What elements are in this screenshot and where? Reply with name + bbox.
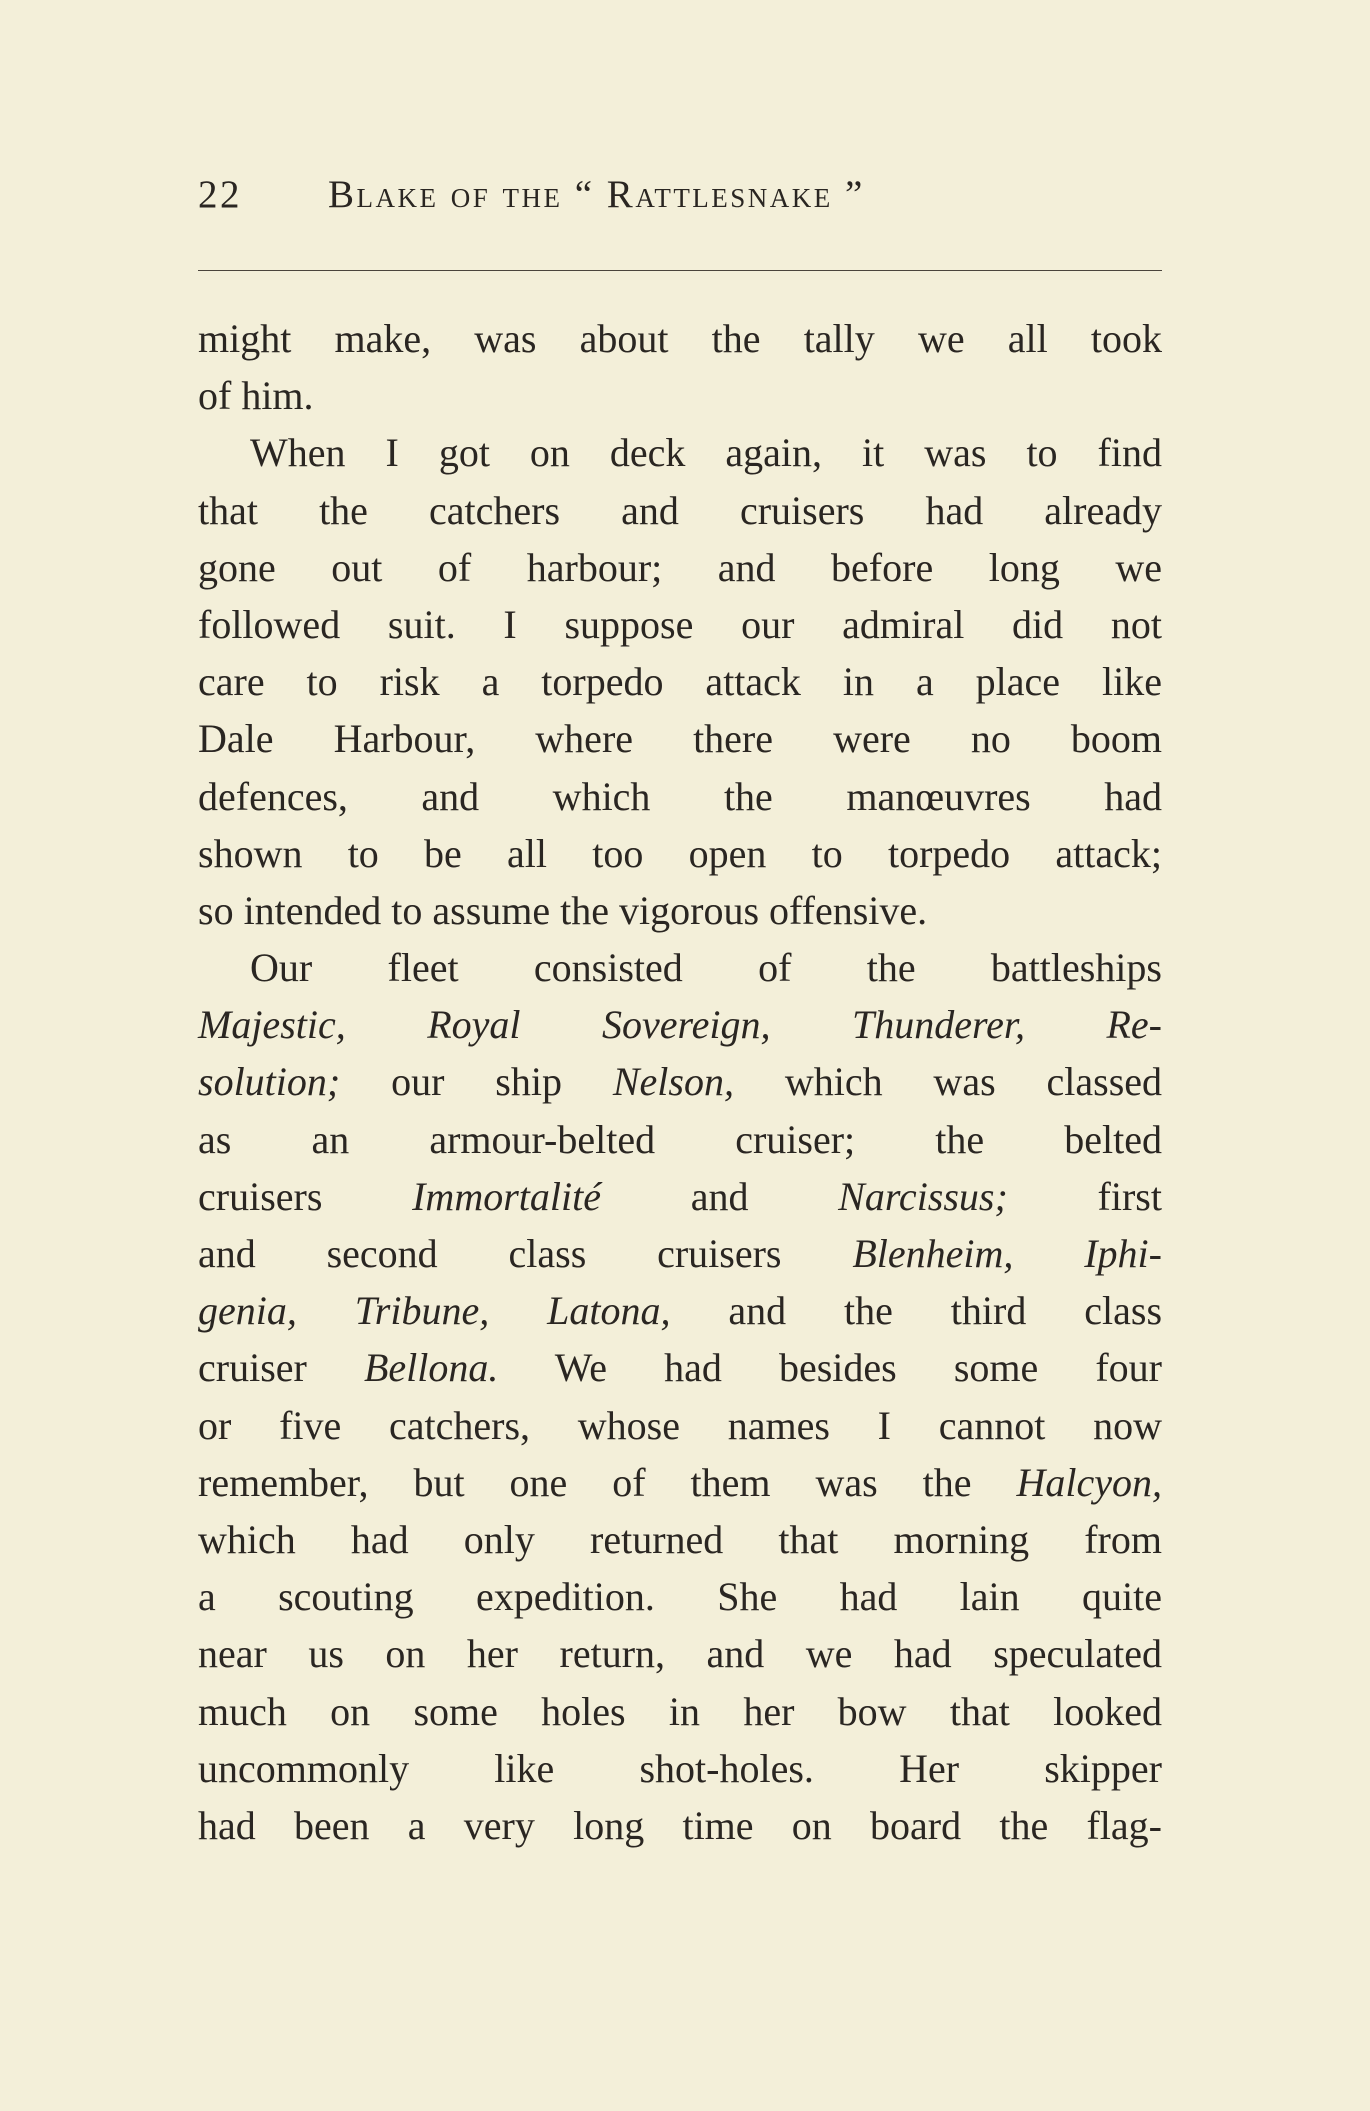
text-line	[198, 1339, 1162, 1396]
text-line	[198, 1683, 1162, 1740]
page-number: 22	[198, 173, 242, 216]
text-run: care to risk a torpedo attack in a place like	[198, 659, 1162, 705]
italic-text: Bellona.	[363, 1345, 499, 1391]
text-line	[198, 1053, 1162, 1110]
text-run: uncommonly like shot-holes. Her skipper	[198, 1745, 1162, 1791]
text-run: first	[1007, 1173, 1162, 1219]
text-line	[198, 310, 1162, 367]
text-run: We had besides some four	[498, 1345, 1163, 1391]
italic-text: Nelson,	[612, 1059, 734, 1105]
text-line	[198, 539, 1162, 596]
text-run: remember, but one of them was the	[198, 1459, 1017, 1505]
italic-text: Narcissus;	[838, 1173, 1008, 1219]
italic-text: genia, Tribune, Latona,	[198, 1288, 671, 1334]
text-run: cruiser	[198, 1345, 364, 1391]
text-line	[198, 1454, 1162, 1511]
text-run: Dale Harbour, where there were no boom	[198, 716, 1162, 762]
text-line	[198, 1797, 1162, 1854]
text-run: or five catchers, whose names I cannot now	[198, 1402, 1162, 1448]
text-run: cruisers	[198, 1173, 413, 1219]
italic-text: solution;	[198, 1059, 341, 1105]
text-line	[198, 1625, 1162, 1682]
text-run: gone out of harbour; and before long we	[198, 544, 1162, 590]
text-run: our ship	[340, 1059, 613, 1105]
text-run: which was classed	[733, 1059, 1163, 1105]
text-line	[198, 1168, 1162, 1225]
text-run: had been a very long time on board the flag-	[198, 1802, 1162, 1848]
text-run: When I got on deck again, it was to find	[250, 430, 1162, 476]
text-line	[198, 482, 1162, 539]
text-run: might make, was about the tally we all took	[198, 316, 1162, 361]
text-line	[198, 653, 1162, 710]
text-line	[198, 1568, 1162, 1625]
text-run: as an armour-belted cruiser; the belted	[198, 1116, 1162, 1162]
text-run: that the catchers and cruisers had already	[198, 487, 1162, 533]
italic-text: Blenheim, Iphi-	[852, 1231, 1162, 1276]
text-line	[198, 424, 1162, 481]
text-run: so intended to assume the vigorous offensive.	[198, 887, 928, 933]
text-run: which had only returned that morning from	[198, 1516, 1162, 1562]
text-run: and	[600, 1173, 839, 1219]
text-line	[198, 1740, 1162, 1797]
header-rule	[198, 270, 1162, 271]
text-line	[198, 596, 1162, 653]
text-line	[198, 1111, 1162, 1168]
text-line	[198, 825, 1162, 882]
running-title: Blake of the “ Rattlesnake ”	[328, 173, 865, 216]
text-run: much on some holes in her bow that looked	[198, 1688, 1162, 1734]
text-line	[198, 882, 1162, 939]
text-line	[198, 1225, 1162, 1282]
text-line	[198, 768, 1162, 825]
text-line	[198, 996, 1162, 1053]
text-line	[198, 1397, 1162, 1454]
text-run: a scouting expedition. She had lain quite	[198, 1574, 1162, 1620]
running-head	[198, 172, 1158, 232]
text-run: of him.	[198, 373, 314, 419]
text-run: shown to be all too open to torpedo attack;	[198, 830, 1162, 876]
text-run: and the third class	[670, 1288, 1163, 1334]
text-line	[198, 1282, 1162, 1339]
text-line	[198, 367, 1162, 424]
text-run: defences, and which the manœuvres had	[198, 773, 1162, 819]
text-run: Our fleet consisted of the battleships	[250, 945, 1162, 991]
italic-text: Majestic, Royal Sovereign, Thunderer, Re-	[198, 1002, 1162, 1048]
text-run: and second class cruisers	[198, 1231, 853, 1276]
text-line	[198, 710, 1162, 767]
italic-text: Immortalité	[412, 1173, 601, 1219]
italic-text: Halcyon,	[1016, 1459, 1162, 1505]
text-run: followed suit. I suppose our admiral did not	[198, 601, 1162, 647]
text-run: near us on her return, and we had speculated	[198, 1631, 1162, 1677]
body-text	[198, 310, 1162, 1854]
text-line	[198, 1511, 1162, 1568]
text-line	[198, 939, 1162, 996]
